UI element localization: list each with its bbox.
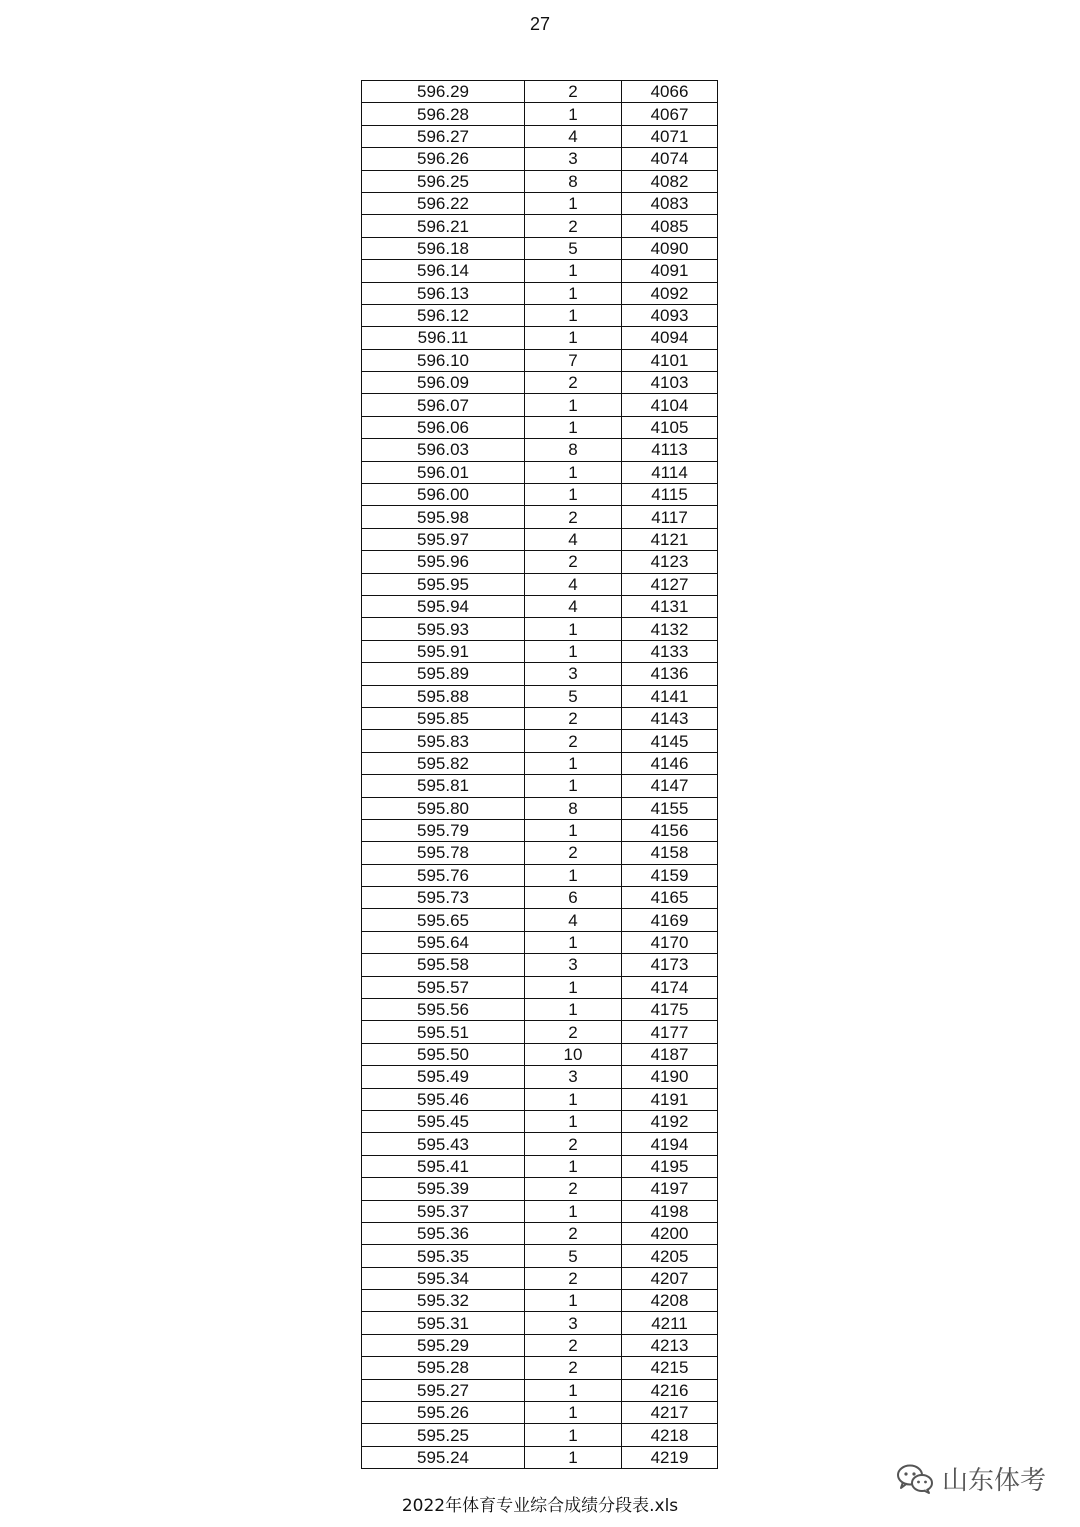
score-cell: 595.80	[362, 797, 525, 819]
cumulative-cell: 4133	[622, 640, 718, 662]
cumulative-cell: 4213	[622, 1334, 718, 1356]
table-row	[362, 976, 718, 998]
table-row	[362, 752, 718, 774]
count-cell: 1	[525, 1110, 622, 1132]
cumulative-cell: 4066	[622, 81, 718, 103]
count-cell: 2	[525, 81, 622, 103]
count-cell: 8	[525, 170, 622, 192]
score-cell: 595.26	[362, 1402, 525, 1424]
wechat-icon	[896, 1463, 934, 1495]
cumulative-cell: 4197	[622, 1178, 718, 1200]
cumulative-cell: 4083	[622, 192, 718, 214]
cumulative-cell: 4194	[622, 1133, 718, 1155]
score-cell: 595.25	[362, 1424, 525, 1446]
count-cell: 1	[525, 931, 622, 953]
count-cell: 1	[525, 416, 622, 438]
table-row	[362, 1110, 718, 1132]
score-cell: 596.22	[362, 192, 525, 214]
score-cell: 595.29	[362, 1334, 525, 1356]
cumulative-cell: 4082	[622, 170, 718, 192]
score-cell: 595.43	[362, 1133, 525, 1155]
score-cell: 596.00	[362, 484, 525, 506]
table-row	[362, 461, 718, 483]
table-row	[362, 1155, 718, 1177]
score-cell: 596.07	[362, 394, 525, 416]
score-cell: 596.01	[362, 461, 525, 483]
page-number: 27	[529, 14, 551, 34]
table-row	[362, 775, 718, 797]
cumulative-cell: 4208	[622, 1290, 718, 1312]
count-cell: 2	[525, 1178, 622, 1200]
cumulative-cell: 4093	[622, 304, 718, 326]
count-cell: 2	[525, 1267, 622, 1289]
table-row	[362, 260, 718, 282]
cumulative-cell: 4115	[622, 484, 718, 506]
cumulative-cell: 4071	[622, 125, 718, 147]
table-row	[362, 551, 718, 573]
count-cell: 5	[525, 685, 622, 707]
score-cell: 595.91	[362, 640, 525, 662]
score-cell: 595.76	[362, 864, 525, 886]
count-cell: 2	[525, 215, 622, 237]
count-cell: 4	[525, 595, 622, 617]
count-cell: 7	[525, 349, 622, 371]
table-row	[362, 864, 718, 886]
score-cell: 596.10	[362, 349, 525, 371]
count-cell: 1	[525, 282, 622, 304]
cumulative-cell: 4074	[622, 148, 718, 170]
score-cell: 595.81	[362, 775, 525, 797]
score-cell: 596.18	[362, 237, 525, 259]
cumulative-cell: 4085	[622, 215, 718, 237]
score-cell: 595.32	[362, 1290, 525, 1312]
cumulative-cell: 4191	[622, 1088, 718, 1110]
cumulative-cell: 4156	[622, 819, 718, 841]
table-body	[362, 81, 718, 1469]
score-cell: 595.96	[362, 551, 525, 573]
count-cell: 4	[525, 528, 622, 550]
score-cell: 595.46	[362, 1088, 525, 1110]
count-cell: 4	[525, 573, 622, 595]
cumulative-cell: 4217	[622, 1402, 718, 1424]
table-row	[362, 327, 718, 349]
cumulative-cell: 4170	[622, 931, 718, 953]
score-cell: 596.25	[362, 170, 525, 192]
cumulative-cell: 4174	[622, 976, 718, 998]
table-row	[362, 663, 718, 685]
cumulative-cell: 4215	[622, 1357, 718, 1379]
count-cell: 3	[525, 148, 622, 170]
cumulative-cell: 4200	[622, 1222, 718, 1244]
cumulative-cell: 4195	[622, 1155, 718, 1177]
cumulative-cell: 4117	[622, 506, 718, 528]
table-row	[362, 931, 718, 953]
table-row	[362, 215, 718, 237]
count-cell: 1	[525, 618, 622, 640]
score-cell: 595.39	[362, 1178, 525, 1200]
table-row	[362, 148, 718, 170]
cumulative-cell: 4145	[622, 730, 718, 752]
count-cell: 6	[525, 887, 622, 909]
cumulative-cell: 4136	[622, 663, 718, 685]
table-row	[362, 416, 718, 438]
cumulative-cell: 4131	[622, 595, 718, 617]
table-row	[362, 1290, 718, 1312]
table-row	[362, 1402, 718, 1424]
count-cell: 3	[525, 663, 622, 685]
score-cell: 595.82	[362, 752, 525, 774]
score-cell: 596.14	[362, 260, 525, 282]
score-cell: 596.11	[362, 327, 525, 349]
count-cell: 10	[525, 1043, 622, 1065]
cumulative-cell: 4113	[622, 439, 718, 461]
score-cell: 596.28	[362, 103, 525, 125]
table-row	[362, 394, 718, 416]
cumulative-cell: 4216	[622, 1379, 718, 1401]
score-cell: 595.35	[362, 1245, 525, 1267]
count-cell: 1	[525, 1446, 622, 1468]
cumulative-cell: 4219	[622, 1446, 718, 1468]
score-cell: 595.51	[362, 1021, 525, 1043]
score-cell: 596.12	[362, 304, 525, 326]
score-cell: 595.79	[362, 819, 525, 841]
table-row	[362, 349, 718, 371]
table-row	[362, 909, 718, 931]
count-cell: 5	[525, 237, 622, 259]
score-cell: 596.09	[362, 372, 525, 394]
cumulative-cell: 4090	[622, 237, 718, 259]
footer-filename: 2022年体育专业综合成绩分段表.xls	[401, 1496, 679, 1516]
count-cell: 1	[525, 103, 622, 125]
count-cell: 3	[525, 1066, 622, 1088]
cumulative-cell: 4192	[622, 1110, 718, 1132]
cumulative-cell: 4158	[622, 842, 718, 864]
count-cell: 2	[525, 707, 622, 729]
score-cell: 595.34	[362, 1267, 525, 1289]
watermark-text: 山东体考	[942, 1466, 1047, 1496]
cumulative-cell: 4175	[622, 999, 718, 1021]
score-cell: 596.26	[362, 148, 525, 170]
count-cell: 1	[525, 304, 622, 326]
score-cell: 596.21	[362, 215, 525, 237]
cumulative-cell: 4123	[622, 551, 718, 573]
table-row	[362, 81, 718, 103]
score-cell: 595.93	[362, 618, 525, 640]
table-row	[362, 1334, 718, 1356]
cumulative-cell: 4101	[622, 349, 718, 371]
count-cell: 1	[525, 394, 622, 416]
cumulative-cell: 4146	[622, 752, 718, 774]
score-cell: 596.03	[362, 439, 525, 461]
score-cell: 595.98	[362, 506, 525, 528]
count-cell: 2	[525, 1133, 622, 1155]
score-cell: 595.94	[362, 595, 525, 617]
table-row	[362, 573, 718, 595]
table-row	[362, 1312, 718, 1334]
score-cell: 595.56	[362, 999, 525, 1021]
count-cell: 1	[525, 327, 622, 349]
count-cell: 1	[525, 1379, 622, 1401]
count-cell: 1	[525, 819, 622, 841]
count-cell: 3	[525, 1312, 622, 1334]
cumulative-cell: 4141	[622, 685, 718, 707]
table-row	[362, 1222, 718, 1244]
cumulative-cell: 4169	[622, 909, 718, 931]
count-cell: 1	[525, 1200, 622, 1222]
count-cell: 5	[525, 1245, 622, 1267]
table-row	[362, 954, 718, 976]
count-cell: 2	[525, 1021, 622, 1043]
count-cell: 2	[525, 1334, 622, 1356]
table-row	[362, 484, 718, 506]
table-row	[362, 170, 718, 192]
cumulative-cell: 4155	[622, 797, 718, 819]
score-cell: 595.58	[362, 954, 525, 976]
count-cell: 1	[525, 260, 622, 282]
count-cell: 2	[525, 730, 622, 752]
table-row	[362, 506, 718, 528]
table-row	[362, 887, 718, 909]
cumulative-cell: 4165	[622, 887, 718, 909]
cumulative-cell: 4177	[622, 1021, 718, 1043]
count-cell: 2	[525, 372, 622, 394]
count-cell: 2	[525, 1357, 622, 1379]
score-cell: 595.50	[362, 1043, 525, 1065]
count-cell: 1	[525, 752, 622, 774]
score-cell: 595.85	[362, 707, 525, 729]
table-row	[362, 192, 718, 214]
score-cell: 596.27	[362, 125, 525, 147]
score-cell: 595.36	[362, 1222, 525, 1244]
score-cell: 595.49	[362, 1066, 525, 1088]
table-row	[362, 1245, 718, 1267]
table-row	[362, 1133, 718, 1155]
table-row	[362, 819, 718, 841]
count-cell: 1	[525, 1155, 622, 1177]
cumulative-cell: 4132	[622, 618, 718, 640]
table-row	[362, 707, 718, 729]
score-cell: 596.13	[362, 282, 525, 304]
table-row	[362, 237, 718, 259]
score-cell: 595.78	[362, 842, 525, 864]
score-cell: 596.29	[362, 81, 525, 103]
cumulative-cell: 4211	[622, 1312, 718, 1334]
score-cell: 595.31	[362, 1312, 525, 1334]
cumulative-cell: 4147	[622, 775, 718, 797]
count-cell: 1	[525, 484, 622, 506]
score-cell: 595.88	[362, 685, 525, 707]
cumulative-cell: 4114	[622, 461, 718, 483]
cumulative-cell: 4218	[622, 1424, 718, 1446]
table-row	[362, 730, 718, 752]
table-row	[362, 304, 718, 326]
cumulative-cell: 4121	[622, 528, 718, 550]
score-cell: 595.41	[362, 1155, 525, 1177]
score-cell: 595.83	[362, 730, 525, 752]
table-row	[362, 842, 718, 864]
count-cell: 8	[525, 797, 622, 819]
count-cell: 4	[525, 125, 622, 147]
cumulative-cell: 4198	[622, 1200, 718, 1222]
cumulative-cell: 4173	[622, 954, 718, 976]
score-cell: 595.65	[362, 909, 525, 931]
score-cell: 595.45	[362, 1110, 525, 1132]
table-row	[362, 1178, 718, 1200]
score-cell: 595.27	[362, 1379, 525, 1401]
table-row	[362, 125, 718, 147]
table-row	[362, 528, 718, 550]
cumulative-cell: 4094	[622, 327, 718, 349]
score-cell: 595.89	[362, 663, 525, 685]
count-cell: 1	[525, 1290, 622, 1312]
cumulative-cell: 4207	[622, 1267, 718, 1289]
cumulative-cell: 4159	[622, 864, 718, 886]
cumulative-cell: 4067	[622, 103, 718, 125]
table-row	[362, 618, 718, 640]
count-cell: 1	[525, 1402, 622, 1424]
count-cell: 1	[525, 1424, 622, 1446]
table-row	[362, 1200, 718, 1222]
score-distribution-table	[361, 80, 718, 1469]
cumulative-cell: 4190	[622, 1066, 718, 1088]
score-cell: 595.24	[362, 1446, 525, 1468]
score-cell: 595.97	[362, 528, 525, 550]
table-row	[362, 1066, 718, 1088]
cumulative-cell: 4104	[622, 394, 718, 416]
cumulative-cell: 4105	[622, 416, 718, 438]
cumulative-cell: 4205	[622, 1245, 718, 1267]
table-row	[362, 372, 718, 394]
count-cell: 1	[525, 192, 622, 214]
count-cell: 1	[525, 864, 622, 886]
cumulative-cell: 4103	[622, 372, 718, 394]
table-row	[362, 1043, 718, 1065]
count-cell: 2	[525, 506, 622, 528]
table-row	[362, 1379, 718, 1401]
table-row	[362, 1424, 718, 1446]
count-cell: 2	[525, 842, 622, 864]
table-row	[362, 595, 718, 617]
score-cell: 595.57	[362, 976, 525, 998]
cumulative-cell: 4187	[622, 1043, 718, 1065]
table-row	[362, 1446, 718, 1468]
count-cell: 1	[525, 640, 622, 662]
cumulative-cell: 4143	[622, 707, 718, 729]
score-cell: 596.06	[362, 416, 525, 438]
count-cell: 3	[525, 954, 622, 976]
table-row	[362, 282, 718, 304]
table-row	[362, 103, 718, 125]
count-cell: 2	[525, 551, 622, 573]
table-row	[362, 640, 718, 662]
cumulative-cell: 4127	[622, 573, 718, 595]
score-cell: 595.73	[362, 887, 525, 909]
count-cell: 8	[525, 439, 622, 461]
score-cell: 595.64	[362, 931, 525, 953]
table-row	[362, 1021, 718, 1043]
cumulative-cell: 4092	[622, 282, 718, 304]
score-cell: 595.95	[362, 573, 525, 595]
count-cell: 1	[525, 1088, 622, 1110]
table-row	[362, 999, 718, 1021]
count-cell: 4	[525, 909, 622, 931]
table-row	[362, 1357, 718, 1379]
count-cell: 1	[525, 976, 622, 998]
table-row	[362, 1267, 718, 1289]
table-row	[362, 797, 718, 819]
cumulative-cell: 4091	[622, 260, 718, 282]
score-cell: 595.28	[362, 1357, 525, 1379]
score-cell: 595.37	[362, 1200, 525, 1222]
count-cell: 1	[525, 999, 622, 1021]
table-row	[362, 685, 718, 707]
table-row	[362, 439, 718, 461]
count-cell: 1	[525, 461, 622, 483]
count-cell: 1	[525, 775, 622, 797]
count-cell: 2	[525, 1222, 622, 1244]
table-row	[362, 1088, 718, 1110]
